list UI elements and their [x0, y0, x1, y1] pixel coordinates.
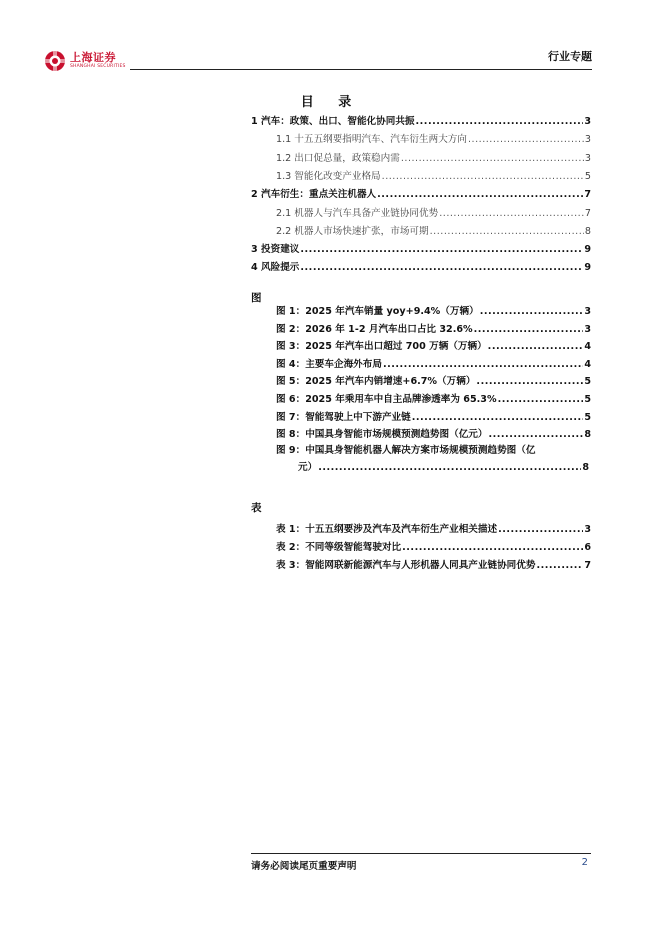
toc-entry-page: 3 — [584, 134, 591, 146]
leader-dots — [318, 462, 581, 474]
toc-section-entry[interactable] — [251, 244, 591, 256]
toc-entry-label: 4 风险提示 — [251, 262, 300, 274]
leader-dots — [536, 560, 583, 572]
figure-entry[interactable] — [276, 359, 591, 371]
logo-english-name: SHANGHAI SECURITIES — [70, 64, 126, 70]
figure-entry[interactable] — [276, 324, 591, 336]
toc-entry-label: 图 6：2025 年乘用车中自主品牌渗透率为 65.3% — [276, 394, 497, 405]
toc-entry-label: 3 投资建议 — [251, 244, 300, 256]
toc-section-entry[interactable] — [251, 189, 591, 201]
figure-entry[interactable] — [276, 376, 591, 388]
leader-dots — [412, 412, 584, 424]
leader-dots — [377, 189, 583, 201]
leader-dots — [488, 341, 584, 353]
toc-entry-label: 图 2：2026 年 1-2 月汽车出口占比 32.6% — [276, 323, 473, 335]
leader-dots — [498, 524, 583, 536]
leader-dots — [402, 542, 583, 554]
toc-entry-page: 9 — [584, 262, 591, 274]
figure-entry-9-line1[interactable]: 图 9：中国具身智能机器人解决方案市场规模预测趋势图（亿 — [276, 445, 536, 456]
toc-section-entry[interactable] — [251, 262, 591, 274]
leader-dots — [300, 262, 583, 274]
toc-entry-label: 1.1 十五五纲要指明汽车、汽车衍生两大方向 — [276, 134, 467, 146]
toc-entry-page: 6 — [584, 541, 591, 553]
toc-entry-label: 图 4：主要车企海外布局 — [276, 358, 382, 370]
logo-chinese-name: 上海证券 — [70, 51, 116, 65]
report-category: 行业专题 — [548, 50, 592, 63]
figures-heading: 图 — [251, 292, 262, 304]
leader-dots — [476, 376, 583, 388]
toc-entry-label: 2 汽车衍生：重点关注机器人 — [251, 189, 377, 201]
leader-dots — [468, 134, 584, 146]
page-header — [0, 0, 662, 72]
toc-entry-page: 4 — [584, 358, 591, 370]
toc-entry-label: 图 1：2025 年汽车销量 yoy+9.4%（万辆） — [276, 306, 479, 317]
leader-dots — [480, 306, 584, 318]
toc-entry-page: 3 — [584, 116, 591, 127]
toc-entry-page: 5 — [584, 170, 591, 182]
toc-entry-label: 图 8：中国具身智能市场规模预测趋势图（亿元） — [276, 429, 488, 441]
company-logo — [44, 50, 126, 72]
logo-emblem-icon — [44, 50, 66, 72]
table-entry[interactable] — [276, 560, 591, 572]
toc-entry-label: 表 2：不同等级智能驾驶对比 — [276, 541, 402, 553]
leader-dots — [382, 171, 584, 183]
toc-entry-label: 1.3 智能化改变产业格局 — [276, 170, 381, 182]
toc-entry-page: 8 — [582, 462, 589, 473]
toc-entry-page: 7 — [584, 559, 591, 571]
toc-entry-page: 8 — [584, 429, 591, 441]
figure-entry[interactable] — [276, 306, 591, 318]
header-divider — [130, 69, 592, 70]
toc-entry-page: 5 — [584, 411, 591, 423]
toc-entry-label: 表 3：智能网联新能源汽车与人形机器人同具产业链协同优势 — [276, 559, 536, 571]
toc-subsection-entry[interactable] — [276, 134, 591, 146]
footer-divider — [251, 853, 591, 854]
toc-entry-label: 1.2 出口促总量，政策稳内需 — [276, 152, 400, 164]
page-number: 2 — [581, 857, 588, 868]
toc-subsection-entry[interactable] — [276, 153, 591, 165]
toc-entry-page: 3 — [584, 306, 591, 317]
toc-entry-page: 5 — [584, 376, 591, 388]
toc-entry-page: 3 — [584, 323, 591, 335]
figure-entry[interactable] — [276, 412, 591, 424]
toc-entry-page: 3 — [584, 152, 591, 164]
toc-entry-label: 元） — [298, 462, 318, 473]
toc-entry-label: 图 7：智能驾驶上中下游产业链 — [276, 411, 411, 423]
leader-dots — [498, 394, 584, 406]
toc-entry-page: 3 — [584, 524, 591, 535]
leader-dots — [300, 244, 583, 256]
figure-entry-9-line2[interactable] — [298, 462, 589, 474]
figure-entry[interactable] — [276, 341, 591, 353]
toc-subsection-entry[interactable] — [276, 171, 591, 183]
toc-entry-label: 图 3：2025 年汽车出口超过 700 万辆（万辆） — [276, 341, 487, 353]
toc-subsection-entry[interactable] — [276, 226, 591, 238]
leader-dots — [416, 116, 584, 128]
leader-dots — [401, 153, 584, 165]
toc-entry-label: 2.2 机器人市场快速扩张，市场可期 — [276, 225, 429, 237]
leader-dots — [474, 324, 584, 336]
toc-entry-label: 表 1：十五五纲要涉及汽车及汽车衍生产业相关描述 — [276, 524, 498, 535]
toc-entry-page: 8 — [584, 225, 591, 237]
toc-entry-page: 7 — [584, 207, 591, 219]
toc-entry-label: 1 汽车：政策、出口、智能化协同共振 — [251, 116, 415, 127]
leader-dots — [430, 226, 584, 238]
toc-entry-page: 5 — [584, 394, 591, 405]
leader-dots — [383, 359, 583, 371]
figure-entry[interactable] — [276, 429, 591, 441]
toc-entry-page: 7 — [584, 189, 591, 201]
toc-entry-label: 2.1 机器人与汽车具备产业链协同优势 — [276, 207, 439, 219]
toc-entry-page: 4 — [584, 341, 591, 353]
leader-dots — [488, 429, 583, 441]
toc-entry-page: 9 — [584, 244, 591, 256]
leader-dots — [439, 208, 584, 220]
table-entry[interactable] — [276, 524, 591, 536]
tables-heading: 表 — [251, 502, 262, 514]
figure-entry[interactable] — [276, 394, 591, 406]
toc-title: 目 录 — [300, 95, 362, 110]
toc-subsection-entry[interactable] — [276, 208, 591, 220]
table-entry[interactable] — [276, 542, 591, 554]
toc-entry-label: 图 5：2025 年汽车内销增速+6.7%（万辆） — [276, 376, 476, 388]
footer-disclaimer: 请务必阅读尾页重要声明 — [251, 861, 357, 872]
toc-section-entry[interactable] — [251, 116, 591, 128]
